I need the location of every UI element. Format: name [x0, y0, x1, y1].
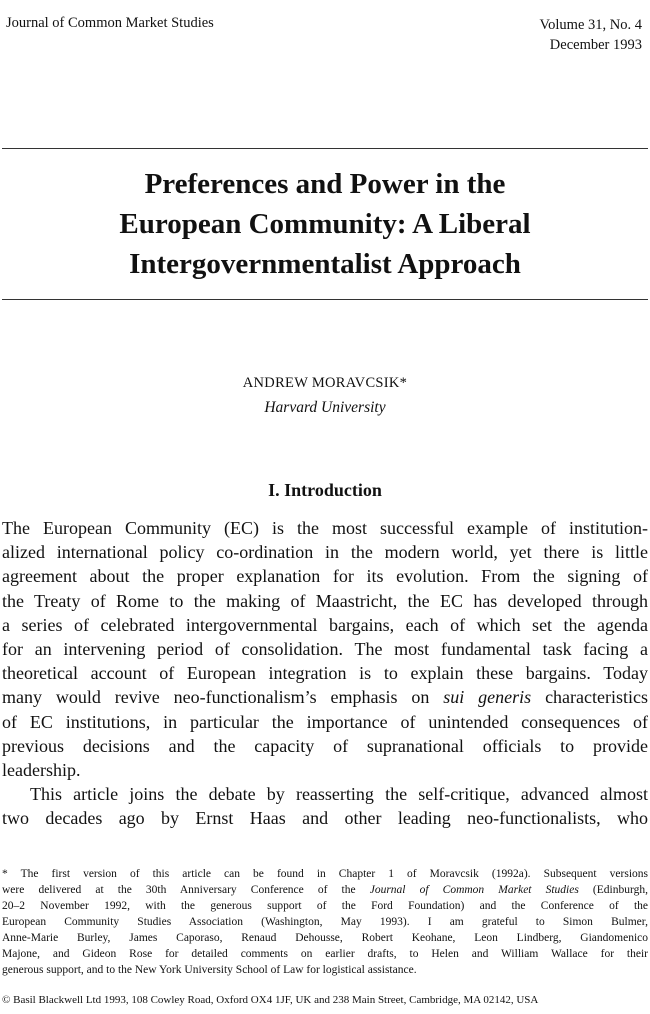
- footnote-line: European Community Studies Association (Washington, May 1993). I am grateful to Simon Bulmer,: [2, 916, 648, 928]
- title-top-rule: [2, 148, 648, 149]
- title-line: Preferences and Power in the: [144, 168, 506, 200]
- issue-info: [540, 15, 642, 55]
- text-line: two decades ago by Ernst Haas and other leading neo-functionalists, who: [2, 808, 648, 829]
- journal-title-italic: Journal of Common Market Studies: [369, 884, 579, 896]
- emphasis-text: sui generis: [443, 687, 532, 708]
- text-line: of EC institutions, in particular the importance of unintended consequences of: [2, 711, 648, 732]
- footnote-line: * The first version of this article can be found in Chapter 1 of Moravcsik (1992a). Subsequent versions: [2, 868, 648, 880]
- title-bottom-rule: [2, 299, 648, 300]
- text-line: alized international policy co-ordination in the modern world, yet there is little: [2, 542, 648, 563]
- footnote-line: Majone, and Gideon Rose for detailed comments on earlier drafts, to Helen and William Wallace for their: [2, 948, 648, 960]
- author-affiliation: Harvard University: [264, 399, 386, 416]
- footnote: [2, 866, 648, 978]
- volume-number: Volume 31, No. 4: [539, 17, 642, 33]
- footnote-line: Anne-Marie Burley, James Caporaso, Renaud Dehousse, Robert Keohane, Leon Lindberg, Giandomenico: [2, 932, 648, 944]
- copyright-line: © Basil Blackwell Ltd 1993, 108 Cowley Road, Oxford OX4 1JF, UK and 238 Main Street, Cambridge, MA 02142, USA: [2, 994, 539, 1006]
- text-line: theoretical account of European integration is to explain these bargains. Today: [2, 663, 648, 684]
- footnote-line: were delivered at the 30th Anniversary Conference of the Journal of Common Market Studies (Edinburgh,: [2, 884, 648, 896]
- footnote-line: 20–2 November 1992, with the generous support of the Ford Foundation) and the Conference of the: [2, 900, 648, 912]
- author-name: ANDREW MORAVCSIK*: [242, 375, 408, 391]
- footnote-line: generous support, and to the New York University School of Law for logistical assistance.: [2, 964, 417, 976]
- section-heading: I. Introduction: [268, 480, 382, 500]
- text-line: many would revive neo-functionalism’s emphasis on sui generis characteristics: [2, 687, 648, 708]
- text-line: previous decisions and the capacity of supranational officials to provide: [2, 735, 648, 756]
- issue-date: December 1993: [549, 37, 642, 53]
- body-text: [2, 516, 648, 831]
- title-line: Intergovernmentalist Approach: [129, 248, 521, 280]
- text-line: The European Community (EC) is the most successful example of institution-: [2, 518, 648, 538]
- article-title: [0, 164, 650, 284]
- text-line: a series of celebrated intergovernmental bargains, each of which set the agenda: [2, 614, 648, 635]
- text-line: for an intervening period of consolidation. The most fundamental task facing a: [2, 639, 648, 660]
- text-line: the Treaty of Rome to the making of Maastricht, the EC has developed through: [2, 590, 648, 611]
- journal-name: Journal of Common Market Studies: [6, 15, 214, 31]
- text-line: This article joins the debate by reasserting the self-critique, advanced almost: [30, 784, 648, 805]
- text-line: leadership.: [2, 760, 81, 781]
- text-line: agreement about the proper explanation for its evolution. From the signing of: [2, 566, 648, 587]
- title-line: European Community: A Liberal: [119, 208, 531, 240]
